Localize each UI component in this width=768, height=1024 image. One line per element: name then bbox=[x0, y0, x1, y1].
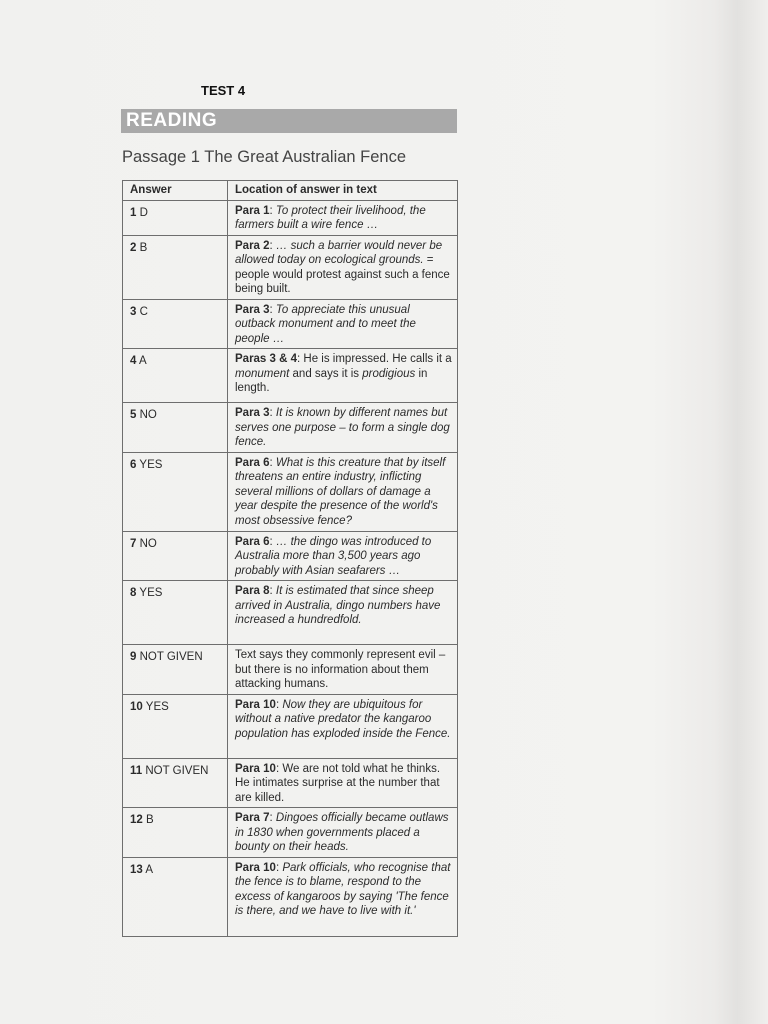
quoted-text: … such a barrier would never be allowed today on ecological grounds. bbox=[235, 239, 443, 266]
answer-cell bbox=[123, 531, 228, 581]
table-row bbox=[123, 452, 458, 531]
answer-value: YES bbox=[136, 587, 163, 599]
explanation-text: Text says they commonly represent evil – but there is no information about them attacking humans. bbox=[235, 649, 446, 690]
answer-cell bbox=[123, 403, 228, 453]
table-row bbox=[123, 857, 458, 936]
explanation-text: : bbox=[269, 407, 276, 419]
quoted-text: Now they are ubiquitous for without a native predator the kangaroo population has exploded inside the Fence. bbox=[235, 698, 451, 740]
table-row bbox=[123, 200, 458, 235]
question-number: 10 bbox=[130, 700, 143, 713]
quoted-text: monument bbox=[235, 367, 290, 380]
location-cell bbox=[228, 349, 458, 403]
explanation-text: : bbox=[269, 812, 276, 824]
explanation-text: : bbox=[269, 204, 276, 217]
location-cell bbox=[228, 645, 458, 695]
answer-cell bbox=[123, 200, 228, 235]
table-row bbox=[123, 531, 458, 581]
quoted-text: … the dingo was introduced to Australia more than 3,500 years ago probably with Asian seafarers … bbox=[235, 535, 432, 577]
paragraph-reference: Para 10 bbox=[235, 698, 276, 711]
test-label: TEST 4 bbox=[201, 83, 246, 98]
paragraph-reference: Para 1 bbox=[235, 204, 270, 217]
answer-cell bbox=[123, 694, 228, 758]
explanation-text: : bbox=[275, 698, 283, 711]
location-cell bbox=[228, 808, 458, 858]
location-cell bbox=[228, 452, 458, 531]
paragraph-reference: Para 8 bbox=[235, 585, 270, 597]
explanation-text: : bbox=[275, 861, 283, 874]
quoted-text: Park officials, who recognise that the fence is to blame, respond to the excess of kangaroos by saying 'The fence is there, and we have to live with it.' bbox=[235, 861, 451, 917]
table-row bbox=[123, 694, 458, 758]
table-row bbox=[123, 299, 458, 349]
answer-value: NOT GIVEN bbox=[136, 651, 203, 663]
explanation-text: : bbox=[269, 456, 276, 469]
quoted-text: It is estimated that since sheep arrived in Australia, dingo numbers have increased a hundredfold. bbox=[235, 585, 441, 626]
answer-cell bbox=[123, 235, 228, 299]
quoted-text: It is known by different names but serves one purpose – to form a single dog fence. bbox=[235, 407, 450, 448]
answer-cell bbox=[123, 758, 228, 808]
explanation-text: = people would protest against such a fence being built. bbox=[235, 254, 450, 295]
paragraph-reference: Para 6 bbox=[235, 456, 270, 469]
answer-key-table bbox=[122, 180, 458, 937]
answer-cell bbox=[123, 857, 228, 936]
location-cell bbox=[228, 403, 458, 453]
answer-value: C bbox=[136, 305, 148, 318]
paragraph-reference: Para 10 bbox=[235, 762, 276, 775]
passage-title: Passage 1 The Great Australian Fence bbox=[122, 148, 407, 166]
table-row bbox=[123, 403, 458, 453]
answer-value: YES bbox=[136, 458, 163, 471]
quoted-text: prodigious bbox=[362, 367, 416, 380]
answer-value: D bbox=[136, 206, 148, 219]
question-number: 1 bbox=[130, 206, 137, 219]
answer-value: A bbox=[136, 355, 147, 367]
answer-cell bbox=[123, 645, 228, 695]
table-row bbox=[123, 349, 458, 403]
table-row bbox=[123, 758, 458, 808]
quoted-text: What is this creature that by itself threatens an entire industry, inflicting several millions of dollars of damage a year despite the presence of the world's most obsessive fence? bbox=[235, 456, 446, 527]
section-heading: READING bbox=[126, 110, 218, 131]
answer-value: B bbox=[142, 814, 154, 826]
explanation-text: : We are not told what he thinks. He intimates surprise at the number that are killed. bbox=[235, 762, 441, 804]
explanation-text: and says it is bbox=[289, 367, 363, 380]
location-cell bbox=[228, 531, 458, 581]
explanation-text: : bbox=[269, 535, 276, 548]
header-location: Location of answer in text bbox=[228, 181, 458, 201]
answer-value: A bbox=[142, 863, 154, 876]
question-number: 9 bbox=[130, 651, 137, 663]
explanation-text: : bbox=[269, 303, 276, 316]
question-number: 2 bbox=[130, 241, 137, 254]
answer-cell bbox=[123, 808, 228, 858]
answer-value: NO bbox=[136, 537, 157, 550]
answer-cell bbox=[123, 299, 228, 349]
answer-value: B bbox=[136, 241, 148, 254]
question-number: 5 bbox=[130, 409, 137, 421]
explanation-text: : bbox=[269, 239, 276, 252]
location-cell bbox=[228, 235, 458, 299]
paragraph-reference: Para 7 bbox=[235, 812, 270, 824]
question-number: 7 bbox=[130, 537, 137, 550]
quoted-text: To appreciate this unusual outback monument and to meet the people … bbox=[235, 303, 416, 345]
answer-cell bbox=[123, 349, 228, 403]
table-row bbox=[123, 645, 458, 695]
location-cell bbox=[228, 857, 458, 936]
question-number: 6 bbox=[130, 458, 137, 471]
table-row bbox=[123, 808, 458, 858]
location-cell bbox=[228, 299, 458, 349]
paragraph-reference: Para 10 bbox=[235, 861, 276, 874]
answer-cell bbox=[123, 452, 228, 531]
paragraph-reference: Para 6 bbox=[235, 535, 270, 548]
question-number: 8 bbox=[130, 587, 137, 599]
quoted-text: To protect their livelihood, the farmers built a wire fence … bbox=[235, 204, 426, 231]
answer-value: NOT GIVEN bbox=[142, 764, 209, 777]
table-row bbox=[123, 235, 458, 299]
paragraph-reference: Para 3 bbox=[235, 303, 270, 316]
paragraph-reference: Paras 3 & 4 bbox=[235, 353, 298, 365]
question-number: 4 bbox=[130, 355, 137, 367]
question-number: 13 bbox=[130, 863, 143, 876]
section-heading-bar bbox=[121, 109, 457, 133]
table-header-row bbox=[123, 181, 458, 201]
answer-value: NO bbox=[136, 409, 157, 421]
explanation-text: : bbox=[269, 585, 276, 597]
header-answer: Answer bbox=[123, 181, 228, 201]
quoted-text: Dingoes officially became outlaws in 1830 when governments placed a bounty on their heads. bbox=[235, 812, 449, 853]
question-number: 3 bbox=[130, 305, 137, 318]
location-cell bbox=[228, 694, 458, 758]
question-number: 12 bbox=[130, 814, 143, 826]
location-cell bbox=[228, 758, 458, 808]
paragraph-reference: Para 2 bbox=[235, 239, 270, 252]
explanation-text: in length. bbox=[235, 367, 428, 394]
location-cell bbox=[228, 200, 458, 235]
explanation-text: : He is impressed. He calls it a bbox=[297, 353, 452, 365]
question-number: 11 bbox=[130, 764, 143, 777]
table-row bbox=[123, 581, 458, 645]
paragraph-reference: Para 3 bbox=[235, 407, 270, 419]
answer-cell bbox=[123, 581, 228, 645]
location-cell bbox=[228, 581, 458, 645]
answer-value: YES bbox=[142, 700, 169, 713]
